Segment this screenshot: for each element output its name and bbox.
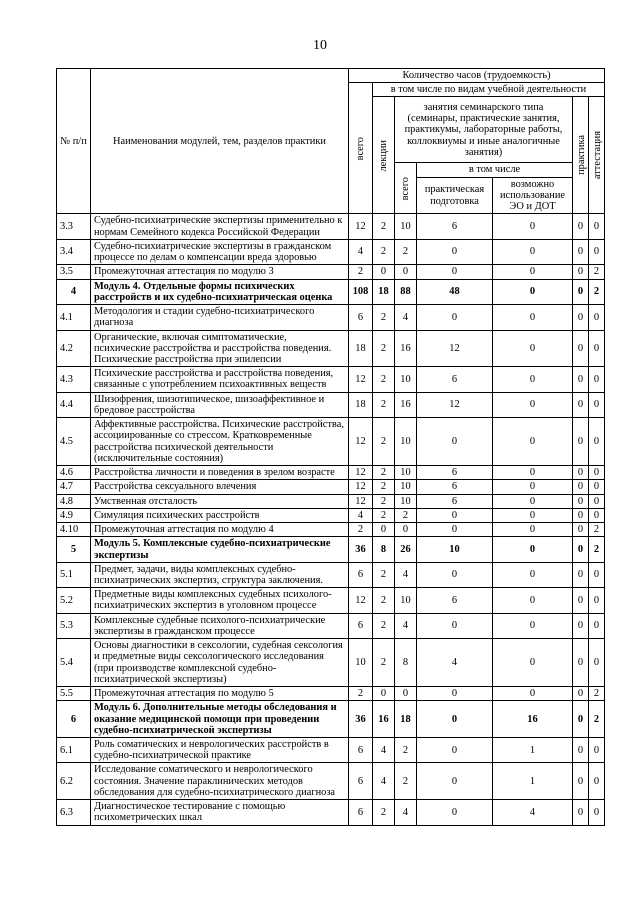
hours-cell: 0 <box>589 588 605 613</box>
hours-cell: 0 <box>589 305 605 330</box>
row-number: 6 <box>57 701 91 738</box>
row-title: Промежуточная аттестация по модулю 4 <box>91 523 349 537</box>
hours-cell: 0 <box>493 687 573 701</box>
row-title: Судебно-психиатрические экспертизы применительно к нормам Семейного кодекса Российской Федерации <box>91 214 349 239</box>
hours-cell: 6 <box>349 562 373 587</box>
hours-cell: 4 <box>417 639 493 687</box>
hours-cell: 0 <box>417 562 493 587</box>
table-row <box>57 508 605 522</box>
row-number: 4.8 <box>57 494 91 508</box>
hours-cell: 0 <box>417 265 493 279</box>
hours-cell: 0 <box>493 537 573 562</box>
row-number: 4 <box>57 279 91 304</box>
hours-cell: 0 <box>417 613 493 638</box>
hours-cell: 16 <box>395 330 417 367</box>
row-number: 6.3 <box>57 800 91 825</box>
hours-cell: 4 <box>395 562 417 587</box>
row-number: 6.2 <box>57 763 91 800</box>
hours-cell: 0 <box>493 494 573 508</box>
row-title: Комплексные судебные психолого-психиатрические экспертизы в гражданском процессе <box>91 613 349 638</box>
hours-cell: 6 <box>349 613 373 638</box>
row-number: 4.9 <box>57 508 91 522</box>
row-number: 3.5 <box>57 265 91 279</box>
hours-cell: 2 <box>589 701 605 738</box>
hours-cell: 4 <box>349 239 373 264</box>
hours-cell: 2 <box>373 367 395 392</box>
hours-cell: 2 <box>373 214 395 239</box>
header-num: № п/п <box>57 69 91 214</box>
hours-cell: 10 <box>395 367 417 392</box>
hours-cell: 0 <box>573 508 589 522</box>
hours-cell: 6 <box>417 494 493 508</box>
hours-cell: 10 <box>395 214 417 239</box>
hours-cell: 0 <box>493 305 573 330</box>
row-title: Предметные виды комплексных судебных психолого-психиатрических экспертиз в уголовном процессе <box>91 588 349 613</box>
hours-cell: 10 <box>395 466 417 480</box>
hours-cell: 4 <box>395 800 417 825</box>
hours-cell: 1 <box>493 738 573 763</box>
hours-cell: 0 <box>589 466 605 480</box>
table-row <box>57 738 605 763</box>
hours-cell: 0 <box>573 265 589 279</box>
row-title: Промежуточная аттестация по модулю 3 <box>91 265 349 279</box>
hours-cell: 0 <box>395 687 417 701</box>
hours-cell: 48 <box>417 279 493 304</box>
hours-cell: 0 <box>573 214 589 239</box>
row-title: Роль соматических и неврологических расстройств в судебно-психиатрической практике <box>91 738 349 763</box>
header-by-type: в том числе по видам учебной деятельности <box>373 83 605 97</box>
row-number: 4.2 <box>57 330 91 367</box>
row-number: 3.4 <box>57 239 91 264</box>
hours-cell: 2 <box>373 305 395 330</box>
hours-cell: 12 <box>417 392 493 417</box>
table-row <box>57 800 605 825</box>
hours-cell: 0 <box>589 562 605 587</box>
hours-cell: 12 <box>349 480 373 494</box>
hours-cell: 0 <box>589 418 605 466</box>
table-row <box>57 239 605 264</box>
row-number: 4.6 <box>57 466 91 480</box>
hours-cell: 0 <box>493 613 573 638</box>
row-number: 4.7 <box>57 480 91 494</box>
hours-cell: 10 <box>395 494 417 508</box>
row-title: Диагностическое тестирование с помощью психометрических шкал <box>91 800 349 825</box>
header-sem-all <box>395 163 417 214</box>
hours-cell: 12 <box>349 367 373 392</box>
hours-cell: 12 <box>417 330 493 367</box>
row-title: Расстройства сексуального влечения <box>91 480 349 494</box>
row-title: Модуль 6. Дополнительные методы обследования и оказание медицинской помощи при проведении судебно-психиатрической экспертизы <box>91 701 349 738</box>
row-title: Аффективные расстройства. Психические расстройства, ассоциированные со стрессом. Кратковременные расстройства психической деятельности (исключительные состояния) <box>91 418 349 466</box>
table-row <box>57 763 605 800</box>
table-row <box>57 480 605 494</box>
page-number: 10 <box>313 38 327 53</box>
hours-cell: 0 <box>573 537 589 562</box>
hours-cell: 10 <box>417 537 493 562</box>
hours-cell: 0 <box>589 367 605 392</box>
hours-cell: 6 <box>417 367 493 392</box>
row-title: Психические расстройства и расстройства поведения, связанные с употреблением психоактивных веществ <box>91 367 349 392</box>
header-practice <box>573 97 589 214</box>
table-row <box>57 701 605 738</box>
hours-cell: 0 <box>573 494 589 508</box>
header-attest <box>589 97 605 214</box>
hours-cell: 0 <box>589 392 605 417</box>
hours-cell: 0 <box>573 687 589 701</box>
curriculum-table <box>56 68 605 826</box>
hours-cell: 18 <box>349 392 373 417</box>
header-lectures <box>373 97 395 214</box>
hours-cell: 2 <box>373 466 395 480</box>
row-title: Методология и стадии судебно-психиатрического диагноза <box>91 305 349 330</box>
hours-cell: 0 <box>573 562 589 587</box>
hours-cell: 0 <box>589 494 605 508</box>
row-title: Предмет, задачи, виды комплексных судебно-психиатрических экспертиз, структура заключения. <box>91 562 349 587</box>
hours-cell: 0 <box>417 305 493 330</box>
hours-cell: 26 <box>395 537 417 562</box>
hours-cell: 0 <box>493 330 573 367</box>
hours-cell: 2 <box>373 418 395 466</box>
hours-cell: 0 <box>573 239 589 264</box>
table-body <box>57 214 605 825</box>
hours-cell: 2 <box>373 239 395 264</box>
hours-cell: 6 <box>417 588 493 613</box>
table-row <box>57 687 605 701</box>
hours-cell: 4 <box>395 305 417 330</box>
header-name: Наименования модулей, тем, разделов практики <box>91 69 349 214</box>
hours-cell: 2 <box>589 265 605 279</box>
hours-cell: 0 <box>417 800 493 825</box>
hours-cell: 0 <box>493 466 573 480</box>
header-hours: Количество часов (трудоемкость) <box>349 69 605 83</box>
hours-cell: 0 <box>573 418 589 466</box>
hours-cell: 108 <box>349 279 373 304</box>
hours-cell: 12 <box>349 418 373 466</box>
hours-cell: 6 <box>349 305 373 330</box>
hours-cell: 0 <box>573 701 589 738</box>
table-row <box>57 418 605 466</box>
hours-cell: 0 <box>493 367 573 392</box>
hours-cell: 18 <box>373 279 395 304</box>
hours-cell: 0 <box>589 508 605 522</box>
hours-cell: 2 <box>373 508 395 522</box>
hours-cell: 2 <box>349 687 373 701</box>
hours-cell: 2 <box>395 738 417 763</box>
hours-cell: 0 <box>493 588 573 613</box>
hours-cell: 2 <box>589 279 605 304</box>
hours-cell: 0 <box>589 330 605 367</box>
hours-cell: 0 <box>573 738 589 763</box>
hours-cell: 0 <box>417 508 493 522</box>
row-title: Умственная отсталость <box>91 494 349 508</box>
row-title: Промежуточная аттестация по модулю 5 <box>91 687 349 701</box>
hours-cell: 0 <box>573 763 589 800</box>
hours-cell: 0 <box>395 523 417 537</box>
hours-cell: 0 <box>573 588 589 613</box>
hours-cell: 0 <box>573 523 589 537</box>
table-row <box>57 367 605 392</box>
hours-cell: 2 <box>373 588 395 613</box>
row-title: Судебно-психиатрические экспертизы в гражданском процессе по делам о компенсации вреда здоровью <box>91 239 349 264</box>
hours-cell: 0 <box>573 639 589 687</box>
header-incl: в том числе <box>417 163 573 177</box>
hours-cell: 10 <box>395 480 417 494</box>
hours-cell: 0 <box>373 265 395 279</box>
hours-cell: 2 <box>589 523 605 537</box>
hours-cell: 0 <box>373 687 395 701</box>
table-row <box>57 494 605 508</box>
hours-cell: 1 <box>493 763 573 800</box>
hours-cell: 2 <box>373 330 395 367</box>
header-lectures-label: лекции <box>377 139 389 172</box>
hours-cell: 6 <box>349 800 373 825</box>
row-number: 5.5 <box>57 687 91 701</box>
hours-cell: 6 <box>349 763 373 800</box>
hours-cell: 4 <box>373 738 395 763</box>
hours-cell: 0 <box>589 763 605 800</box>
hours-cell: 0 <box>417 239 493 264</box>
hours-cell: 6 <box>417 466 493 480</box>
hours-cell: 0 <box>589 800 605 825</box>
hours-cell: 36 <box>349 537 373 562</box>
hours-cell: 18 <box>349 330 373 367</box>
header-all-label: всего <box>354 136 366 161</box>
table-row <box>57 613 605 638</box>
hours-cell: 16 <box>395 392 417 417</box>
row-number: 5 <box>57 537 91 562</box>
table-row <box>57 562 605 587</box>
hours-cell: 0 <box>573 367 589 392</box>
row-number: 4.5 <box>57 418 91 466</box>
hours-cell: 0 <box>417 523 493 537</box>
row-number: 5.2 <box>57 588 91 613</box>
hours-cell: 8 <box>395 639 417 687</box>
hours-cell: 0 <box>589 480 605 494</box>
header-all <box>349 83 373 214</box>
hours-cell: 0 <box>573 613 589 638</box>
header-sem-all-label: всего <box>399 176 411 201</box>
table-row <box>57 305 605 330</box>
hours-cell: 2 <box>373 613 395 638</box>
hours-cell: 2 <box>373 392 395 417</box>
hours-cell: 10 <box>395 418 417 466</box>
row-number: 5.4 <box>57 639 91 687</box>
hours-cell: 2 <box>395 508 417 522</box>
hours-cell: 2 <box>395 763 417 800</box>
hours-cell: 2 <box>373 480 395 494</box>
row-number: 6.1 <box>57 738 91 763</box>
row-title: Модуль 4. Отдельные формы психических расстройств и их судебно-психиатрическая оценка <box>91 279 349 304</box>
hours-cell: 0 <box>395 265 417 279</box>
hours-cell: 0 <box>573 480 589 494</box>
header-practical: практическая подготовка <box>417 177 493 214</box>
row-number: 5.3 <box>57 613 91 638</box>
hours-cell: 0 <box>493 418 573 466</box>
hours-cell: 2 <box>589 687 605 701</box>
table-row <box>57 214 605 239</box>
table-row <box>57 466 605 480</box>
row-number: 4.1 <box>57 305 91 330</box>
hours-cell: 0 <box>573 466 589 480</box>
hours-cell: 0 <box>573 279 589 304</box>
hours-cell: 10 <box>349 639 373 687</box>
row-title: Шизофрения, шизотипическое, шизоаффективное и бредовое расстройства <box>91 392 349 417</box>
hours-cell: 0 <box>493 239 573 264</box>
hours-cell: 0 <box>493 279 573 304</box>
hours-cell: 12 <box>349 466 373 480</box>
hours-cell: 4 <box>373 763 395 800</box>
hours-cell: 0 <box>589 214 605 239</box>
row-title: Расстройства личности и поведения в зрелом возрасте <box>91 466 349 480</box>
hours-cell: 2 <box>349 265 373 279</box>
hours-cell: 2 <box>373 800 395 825</box>
table-row <box>57 330 605 367</box>
hours-cell: 0 <box>417 701 493 738</box>
hours-cell: 0 <box>589 738 605 763</box>
hours-cell: 0 <box>493 480 573 494</box>
row-title: Симуляция психических расстройств <box>91 508 349 522</box>
hours-cell: 0 <box>589 639 605 687</box>
hours-cell: 6 <box>417 480 493 494</box>
hours-cell: 0 <box>493 562 573 587</box>
header-eo: возможно использование ЭО и ДОТ <box>493 177 573 214</box>
hours-cell: 0 <box>417 418 493 466</box>
row-number: 4.3 <box>57 367 91 392</box>
hours-cell: 6 <box>417 214 493 239</box>
hours-cell: 4 <box>395 613 417 638</box>
row-title: Основы диагностики в сексологии, судебная сексология и предметные виды сексологического исследования (при производстве комплексной судебно-психиатрической экспертизы) <box>91 639 349 687</box>
hours-cell: 2 <box>373 494 395 508</box>
hours-cell: 2 <box>373 639 395 687</box>
hours-cell: 16 <box>373 701 395 738</box>
table-row <box>57 537 605 562</box>
hours-cell: 88 <box>395 279 417 304</box>
hours-cell: 18 <box>395 701 417 738</box>
hours-cell: 4 <box>493 800 573 825</box>
row-title: Модуль 5. Комплексные судебно-психиатрические экспертизы <box>91 537 349 562</box>
hours-cell: 0 <box>493 392 573 417</box>
row-number: 5.1 <box>57 562 91 587</box>
hours-cell: 0 <box>417 687 493 701</box>
table-row <box>57 588 605 613</box>
table-row <box>57 265 605 279</box>
hours-cell: 0 <box>417 738 493 763</box>
hours-cell: 36 <box>349 701 373 738</box>
row-number: 4.4 <box>57 392 91 417</box>
hours-cell: 2 <box>349 523 373 537</box>
hours-cell: 0 <box>589 239 605 264</box>
hours-cell: 2 <box>395 239 417 264</box>
hours-cell: 0 <box>493 214 573 239</box>
hours-cell: 12 <box>349 214 373 239</box>
table-row <box>57 523 605 537</box>
table-row <box>57 392 605 417</box>
row-number: 3.3 <box>57 214 91 239</box>
hours-cell: 2 <box>589 537 605 562</box>
hours-cell: 6 <box>349 738 373 763</box>
hours-cell: 0 <box>589 613 605 638</box>
hours-cell: 0 <box>373 523 395 537</box>
hours-cell: 16 <box>493 701 573 738</box>
table-row <box>57 279 605 304</box>
hours-cell: 0 <box>417 763 493 800</box>
row-title: Органические, включая симптоматические, психические расстройства и расстройства поведения. Психические расстройства при эпилепсии <box>91 330 349 367</box>
hours-cell: 0 <box>493 639 573 687</box>
header-seminar: занятия семинарского типа (семинары, практические занятия, практикумы, лабораторные работы, коллоквиумы и иные аналогичные занятия) <box>395 97 573 163</box>
hours-cell: 0 <box>493 265 573 279</box>
hours-cell: 10 <box>395 588 417 613</box>
hours-cell: 12 <box>349 588 373 613</box>
header-attest-label: аттестация <box>592 131 603 180</box>
hours-cell: 0 <box>573 800 589 825</box>
row-title: Исследование соматического и неврологического состояния. Значение параклинических методов обследования для судебно-психиатрического диагноза <box>91 763 349 800</box>
hours-cell: 0 <box>493 523 573 537</box>
row-number: 4.10 <box>57 523 91 537</box>
header-practice-label: практика <box>576 135 587 176</box>
hours-cell: 4 <box>349 508 373 522</box>
hours-cell: 0 <box>573 392 589 417</box>
hours-cell: 12 <box>349 494 373 508</box>
table-row <box>57 639 605 687</box>
hours-cell: 0 <box>573 330 589 367</box>
hours-cell: 0 <box>493 508 573 522</box>
hours-cell: 0 <box>573 305 589 330</box>
hours-cell: 2 <box>373 562 395 587</box>
hours-cell: 8 <box>373 537 395 562</box>
